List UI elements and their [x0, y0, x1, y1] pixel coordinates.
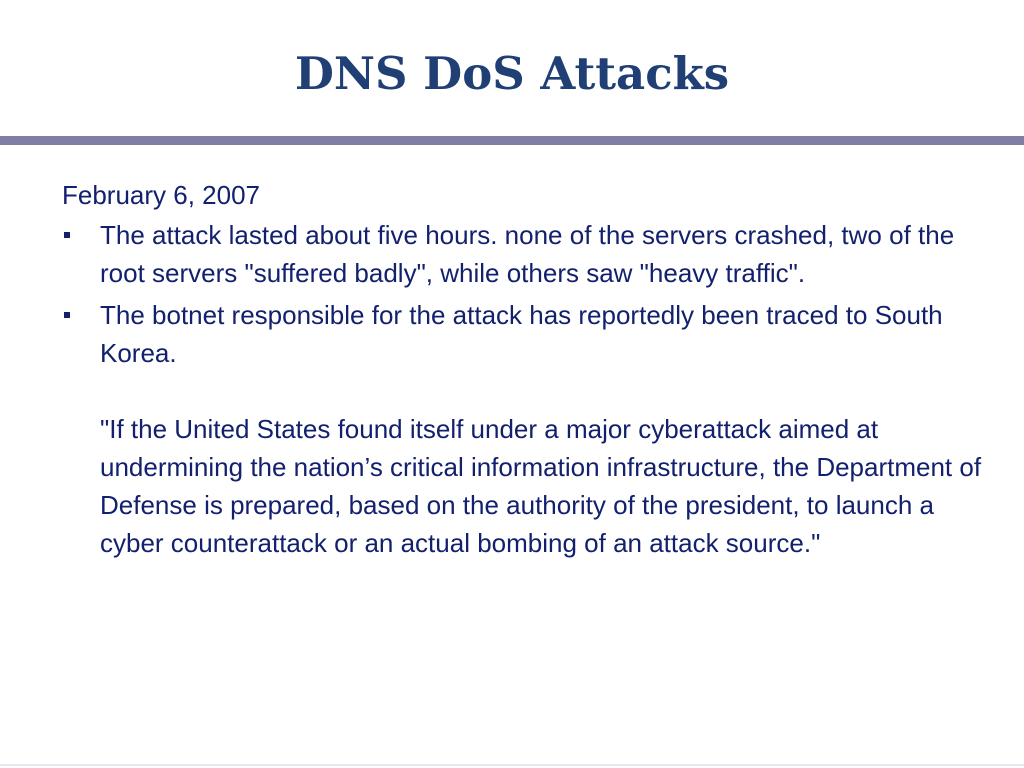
square-bullet-icon: [64, 232, 70, 238]
square-bullet-icon: [64, 312, 70, 318]
bullet-text: The attack lasted about five hours. none of the servers crashed, two of the root servers "suffered badly", while others saw "heavy traffic".: [100, 220, 955, 288]
bullet-text: The botnet responsible for the attack has reportedly been traced to South Korea.: [100, 300, 943, 368]
slide-body: [62, 176, 982, 562]
bullet-item: [62, 296, 982, 372]
slide-title: DNS DoS Attacks: [294, 47, 730, 100]
bullet-list: [62, 216, 982, 372]
date-line: February 6, 2007: [62, 180, 261, 210]
bullet-item: [62, 216, 982, 292]
title-divider: [0, 136, 1024, 145]
bottom-divider: [0, 764, 1024, 766]
quote-text: "If the United States found itself under a major cyberattack aimed at undermining the nation’s critical information infrastructure, the Department of Defense is prepared, based on the authority of the president, to launch a cyber counterattack or an actual bombing of an attack source.": [100, 414, 982, 558]
